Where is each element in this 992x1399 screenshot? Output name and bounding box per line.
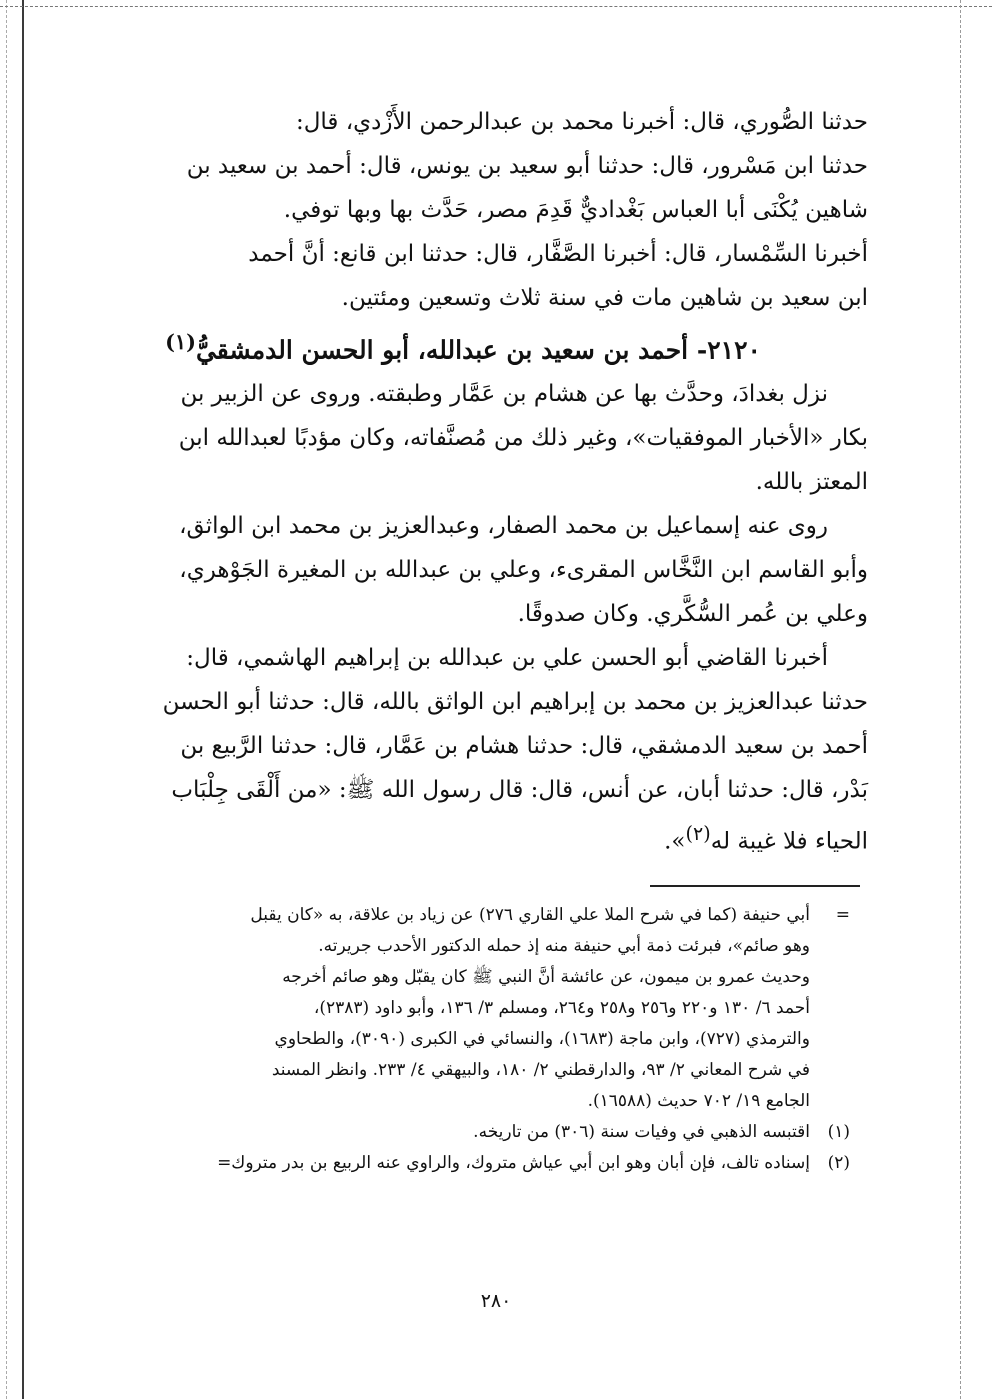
footnote-line: وهو صائم»، فبرئت ذمة أبي حنيفة منه إذ حمله الدكتور الأحدب جريرته. xyxy=(318,936,810,956)
text-line: حدثنا عبدالعزيز بن محمد بن إبراهيم ابن الواثق بالله، قال: حدثنا أبو الحسن xyxy=(162,689,868,716)
text-line: روى عنه إسماعيل بن محمد الصفار، وعبدالعزيز بن محمد ابن الواثق، xyxy=(179,513,828,540)
text-line: حدثنا ابن مَسْرور، قال: حدثنا أبو سعيد بن يونس، قال: أحمد بن سعيد بن xyxy=(186,153,868,179)
scan-top-dashed-rule xyxy=(0,6,992,8)
scan-left-edge xyxy=(22,0,24,1399)
text-line: نزل بغدادَ، وحدَّث بها عن هشام بن عَمَّار وطبقته. وروى عن الزبير بن xyxy=(180,381,828,408)
text-fragment: ». xyxy=(664,828,686,855)
scan-right-dashed-rule xyxy=(960,0,962,1399)
entry-heading xyxy=(128,320,868,372)
text-line: أحمد بن سعيد الدمشقي، قال: حدثنا هشام بن عَمَّار، قال: حدثنا الرَّبيع بن xyxy=(180,733,868,760)
footnote-item xyxy=(110,1148,850,1179)
footnote-marker: (١) xyxy=(827,1122,850,1142)
scan-left-dashed-rule xyxy=(6,0,8,1399)
text-fragment: الحياء فلا غيبة له xyxy=(710,828,868,855)
footnote-marker: = xyxy=(835,905,850,925)
footnote-text: اقتبسه الذهبي في وفيات سنة (٣٠٦) من تاريخه. xyxy=(473,1122,810,1142)
text-line: حدثنا الصُّوري، قال: أخبرنا محمد بن عبدالرحمن الأَزْدي، قال: xyxy=(295,109,868,135)
text-line: بَدْر، قال: حدثنا أبان، عن أنس، قال: قال رسول الله ﷺ: «من أَلْقَى جِلْبَاب xyxy=(171,777,868,804)
footnote-line: والترمذي (٧٢٧)، وابن ماجة (١٦٨٣)، والنسائي في الكبرى (٣٠٩٠)، والطحاوي xyxy=(274,1029,810,1049)
text-line: المعتز بالله. xyxy=(755,469,868,496)
footnote-line: وحديث عمرو بن ميمون، عن عائشة أنَّ النبي ﷺ كان يقبّل وهو صائم أخرجه xyxy=(282,967,810,987)
text-line: بكار «الأخبار الموفقيات»، وغير ذلك من مُصنَّفاته، وكان مؤدبًا لعبدالله ابن xyxy=(178,425,868,452)
footnote-line: الجامع ١٩/ ٧٠٢ حديث (١٦٥٨٨). xyxy=(587,1091,810,1111)
footnote-continuation xyxy=(110,900,850,1117)
footnote-line: أحمد ٦/ ١٣٠ و٢٢٠ و٢٥٦ و٢٥٨ و٢٦٤، ومسلم ٣/ ١٣٦، وأبو داود (٢٣٨٣)، xyxy=(313,998,810,1018)
footnotes xyxy=(110,900,850,1179)
main-text xyxy=(128,100,868,864)
footnote-text: إسناده تالف، فإن أبان وهو ابن أبي عياش متروك، والراوي عنه الربيع بن بدر متروك= xyxy=(217,1153,810,1173)
footnote-body xyxy=(110,900,810,1117)
text-line: ابن سعيد بن شاهين مات في سنة ثلاث وتسعين ومئتين. xyxy=(341,285,868,311)
text-line: وأبو القاسم ابن النَّخَّاس المقرىء، وعلي بن عبدالله بن المغيرة الجَوْهري، xyxy=(179,557,868,584)
text-line: شاهين يُكْنَى أبا العباس بَغْداديٌّ قَدِمَ مصر، حَدَّث بها وبها توفي. xyxy=(283,197,868,223)
page-number: ٢٨٠ xyxy=(480,1290,512,1312)
footnote-ref: (١) xyxy=(165,329,196,354)
footnote-line: في شرح المعاني ٢/ ٩٣، والدارقطني ٢/ ١٨٠، والبيهقي ٤/ ٢٣٣. وانظر المسند xyxy=(271,1060,810,1080)
footnote-ref: (٢) xyxy=(685,822,711,846)
entry-heading-text: ٢١٢٠- أحمد بن سعيد بن عبدالله، أبو الحسن الدمشقيُّ xyxy=(195,335,761,365)
footnote-item xyxy=(110,1117,850,1148)
footnote-line: أبي حنيفة (كما في شرح الملا علي القاري ٢٧٦) عن زياد بن علاقة، به «كان يقبل xyxy=(250,905,810,925)
footnote-separator xyxy=(650,885,860,887)
text-line: أخبرنا القاضي أبو الحسن علي بن عبدالله بن إبراهيم الهاشمي، قال: xyxy=(186,645,828,672)
text-line: وعلي بن عُمر السُّكَّري. وكان صدوقًا. xyxy=(517,601,868,628)
text-line xyxy=(128,812,868,864)
footnote-marker: (٢) xyxy=(827,1153,850,1173)
text-line: أخبرنا السِّمْسار، قال: أخبرنا الصَّفَّار، قال: حدثنا ابن قانع: أنَّ أحمد xyxy=(248,241,868,267)
